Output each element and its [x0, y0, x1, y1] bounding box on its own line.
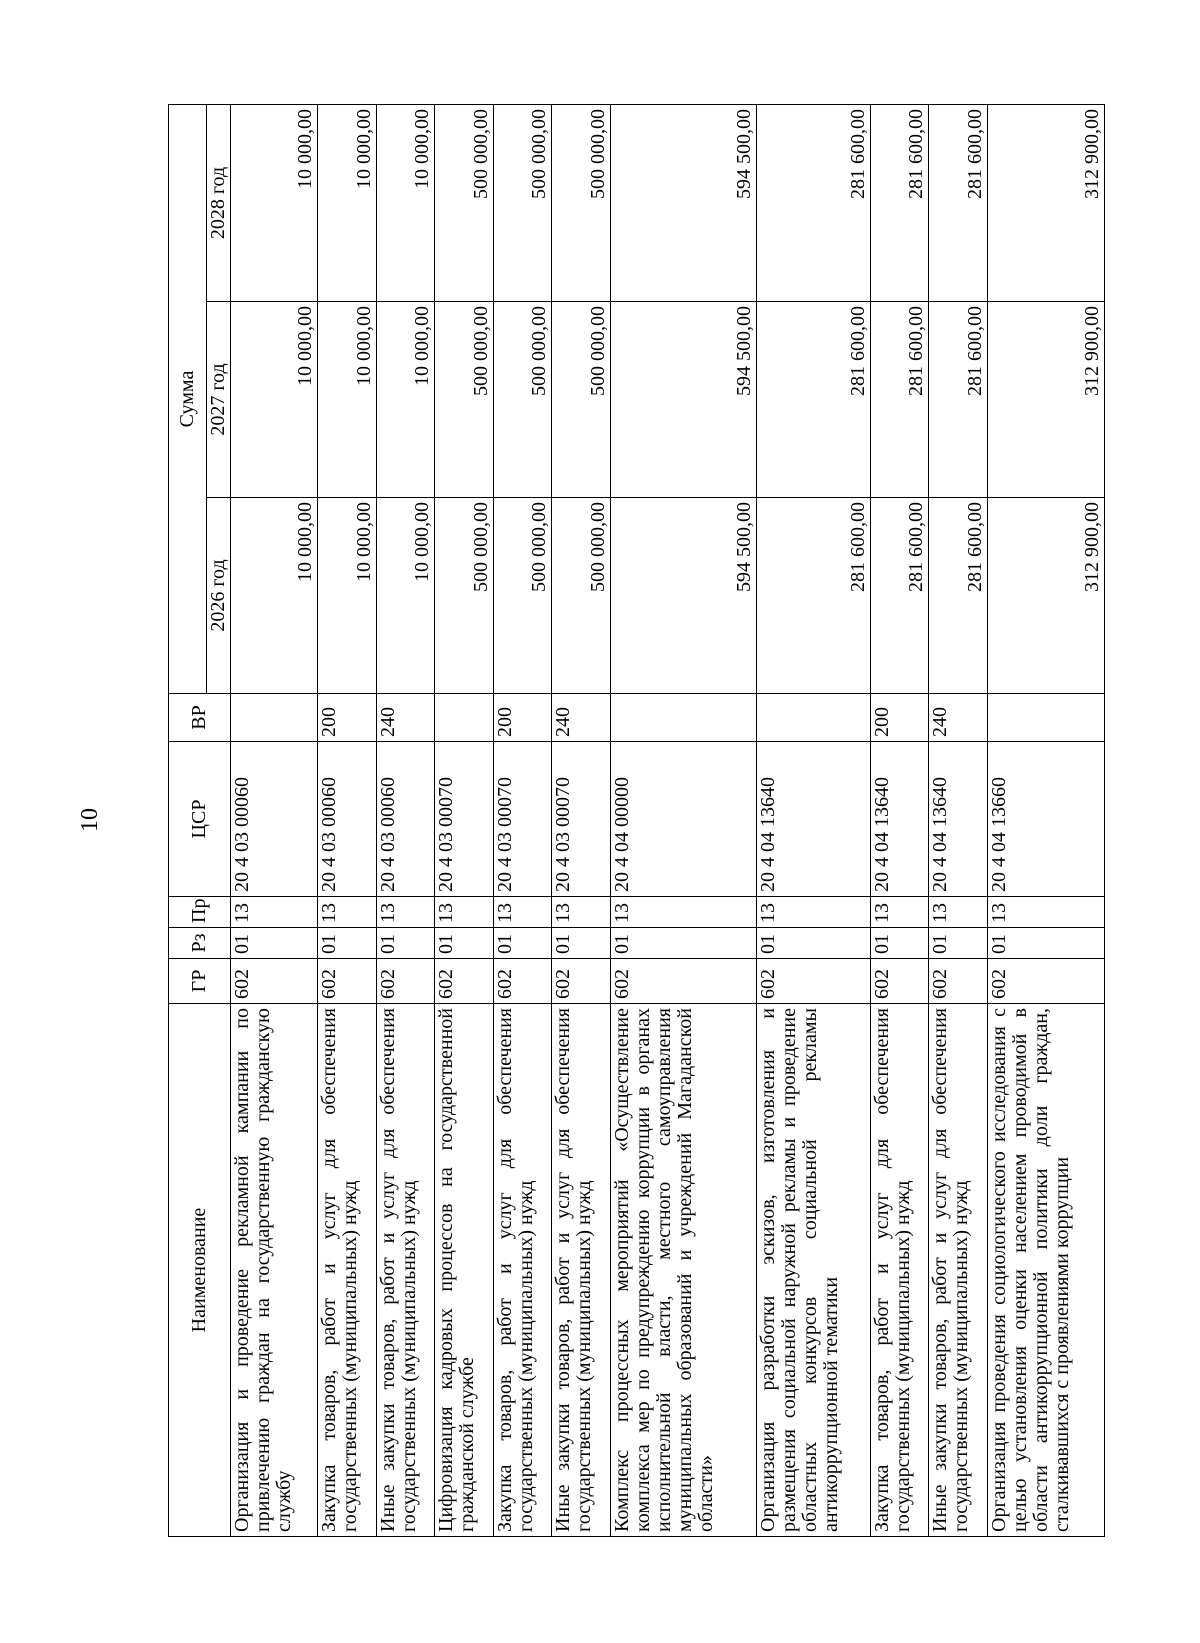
header-year-2027: 2027 год [207, 302, 231, 498]
row-value-2028: 312 900,00 [987, 104, 1104, 301]
row-name: Иные закупки товаров, работ и услуг для обеспечения государственных (муниципальных) нужд [929, 1004, 988, 1537]
row-rz: 01 [756, 928, 870, 959]
header-pr: Пр [169, 897, 231, 928]
header-gr: ГР [169, 959, 231, 1004]
row-rz: 01 [435, 928, 494, 959]
row-csr: 20 4 04 13640 [870, 742, 929, 897]
table-row [231, 104, 318, 1536]
budget-table-container [168, 105, 1105, 1537]
row-rz: 01 [231, 928, 318, 959]
row-value-2028: 500 000,00 [552, 104, 611, 301]
table-row [929, 104, 988, 1536]
row-value-2027: 500 000,00 [435, 302, 494, 498]
row-value-2028: 500 000,00 [493, 104, 552, 301]
row-vr [987, 694, 1104, 742]
row-pr: 13 [435, 897, 494, 928]
row-value-2027: 281 600,00 [929, 302, 988, 498]
row-gr: 602 [552, 959, 611, 1004]
row-value-2027: 312 900,00 [987, 302, 1104, 498]
row-name: Комплекс процессных мероприятий «Осуществление комплекса мер по предупреждению коррупции в органах исполнительной власти, местного самоуправления муниципальных образований и учреждений Магаданской области» [611, 1004, 757, 1537]
table-row [870, 104, 929, 1536]
row-value-2026: 281 600,00 [870, 498, 929, 694]
row-gr: 602 [493, 959, 552, 1004]
row-csr: 20 4 04 13640 [929, 742, 988, 897]
row-pr: 13 [929, 897, 988, 928]
table-row [493, 104, 552, 1536]
row-value-2026: 10 000,00 [376, 498, 435, 694]
row-pr: 13 [376, 897, 435, 928]
row-gr: 602 [318, 959, 377, 1004]
row-value-2027: 281 600,00 [870, 302, 929, 498]
row-rz: 01 [493, 928, 552, 959]
row-pr: 13 [611, 897, 757, 928]
row-name: Организация разработки эскизов, изготовления и размещения социальной наружной рекламы и проведение областных конкурсов социальной рекламы антикоррупционной тематики [756, 1004, 870, 1537]
row-value-2028: 10 000,00 [318, 104, 377, 301]
row-csr: 20 4 04 13660 [987, 742, 1104, 897]
row-value-2027: 10 000,00 [231, 302, 318, 498]
row-gr: 602 [231, 959, 318, 1004]
row-rz: 01 [376, 928, 435, 959]
row-rz: 01 [870, 928, 929, 959]
row-pr: 13 [493, 897, 552, 928]
row-pr: 13 [231, 897, 318, 928]
row-vr [611, 694, 757, 742]
budget-table [168, 104, 1105, 1537]
table-row [435, 104, 494, 1536]
row-gr: 602 [756, 959, 870, 1004]
row-value-2027: 500 000,00 [552, 302, 611, 498]
row-value-2026: 281 600,00 [756, 498, 870, 694]
row-name: Закупка товаров, работ и услуг для обеспечения государственных (муниципальных) нужд [870, 1004, 929, 1537]
row-csr: 20 4 03 00070 [552, 742, 611, 897]
row-value-2026: 281 600,00 [929, 498, 988, 694]
row-value-2026: 594 500,00 [611, 498, 757, 694]
row-csr: 20 4 03 00070 [493, 742, 552, 897]
row-value-2027: 10 000,00 [318, 302, 377, 498]
row-vr [756, 694, 870, 742]
row-value-2027: 10 000,00 [376, 302, 435, 498]
row-value-2028: 281 600,00 [870, 104, 929, 301]
row-csr: 20 4 03 00060 [231, 742, 318, 897]
row-pr: 13 [552, 897, 611, 928]
row-value-2027: 281 600,00 [756, 302, 870, 498]
row-name: Иные закупки товаров, работ и услуг для обеспечения государственных (муниципальных) нужд [552, 1004, 611, 1537]
row-rz: 01 [987, 928, 1104, 959]
header-row-top [169, 104, 207, 1536]
row-pr: 13 [987, 897, 1104, 928]
row-gr: 602 [870, 959, 929, 1004]
row-value-2028: 500 000,00 [435, 104, 494, 301]
row-value-2026: 500 000,00 [493, 498, 552, 694]
header-name: Наименование [169, 1004, 231, 1537]
row-value-2028: 281 600,00 [929, 104, 988, 301]
table-row [756, 104, 870, 1536]
row-rz: 01 [929, 928, 988, 959]
row-vr: 240 [929, 694, 988, 742]
row-name: Организация проведения социологического исследования с целью установления оценки населением проводимой в области антикоррупционной политики доли граждан, сталкивавшихся с проявлениями коррупции [987, 1004, 1104, 1537]
row-value-2028: 594 500,00 [611, 104, 757, 301]
row-csr: 20 4 04 13640 [756, 742, 870, 897]
row-csr: 20 4 03 00070 [435, 742, 494, 897]
row-value-2026: 312 900,00 [987, 498, 1104, 694]
row-gr: 602 [611, 959, 757, 1004]
row-value-2027: 594 500,00 [611, 302, 757, 498]
row-vr: 200 [318, 694, 377, 742]
row-value-2028: 10 000,00 [376, 104, 435, 301]
row-value-2027: 500 000,00 [493, 302, 552, 498]
header-year-2026: 2026 год [207, 498, 231, 694]
row-vr [435, 694, 494, 742]
row-pr: 13 [318, 897, 377, 928]
row-value-2028: 10 000,00 [231, 104, 318, 301]
row-gr: 602 [987, 959, 1104, 1004]
row-value-2026: 500 000,00 [435, 498, 494, 694]
header-rz: Рз [169, 928, 231, 959]
row-pr: 13 [756, 897, 870, 928]
header-sum: Сумма [169, 104, 207, 693]
row-csr: 20 4 04 00000 [611, 742, 757, 897]
table-row [376, 104, 435, 1536]
row-gr: 602 [929, 959, 988, 1004]
row-value-2026: 10 000,00 [318, 498, 377, 694]
row-csr: 20 4 03 00060 [376, 742, 435, 897]
row-name: Организация и проведение рекламной кампании по привлечению граждан на государственную гражданскую службу [231, 1004, 318, 1537]
table-row [552, 104, 611, 1536]
row-vr: 240 [552, 694, 611, 742]
row-name: Закупка товаров, работ и услуг для обеспечения государственных (муниципальных) нужд [318, 1004, 377, 1537]
page-number: 10 [77, 808, 103, 832]
row-vr [231, 694, 318, 742]
row-name: Закупка товаров, работ и услуг для обеспечения государственных (муниципальных) нужд [493, 1004, 552, 1537]
row-vr: 240 [376, 694, 435, 742]
row-value-2028: 281 600,00 [756, 104, 870, 301]
table-body [231, 104, 1105, 1536]
table-row [611, 104, 757, 1536]
table-row [987, 104, 1104, 1536]
row-name: Цифровизация кадровых процессов на государственной гражданской службе [435, 1004, 494, 1537]
header-vr: ВР [169, 694, 231, 742]
row-rz: 01 [318, 928, 377, 959]
row-value-2026: 500 000,00 [552, 498, 611, 694]
header-year-2028: 2028 год [207, 104, 231, 301]
row-name: Иные закупки товаров, работ и услуг для обеспечения государственных (муниципальных) нужд [376, 1004, 435, 1537]
header-csr: ЦСР [169, 742, 231, 897]
row-vr: 200 [870, 694, 929, 742]
row-rz: 01 [611, 928, 757, 959]
row-vr: 200 [493, 694, 552, 742]
row-value-2026: 10 000,00 [231, 498, 318, 694]
table-row [318, 104, 377, 1536]
row-gr: 602 [435, 959, 494, 1004]
row-gr: 602 [376, 959, 435, 1004]
row-csr: 20 4 03 00060 [318, 742, 377, 897]
row-pr: 13 [870, 897, 929, 928]
row-rz: 01 [552, 928, 611, 959]
